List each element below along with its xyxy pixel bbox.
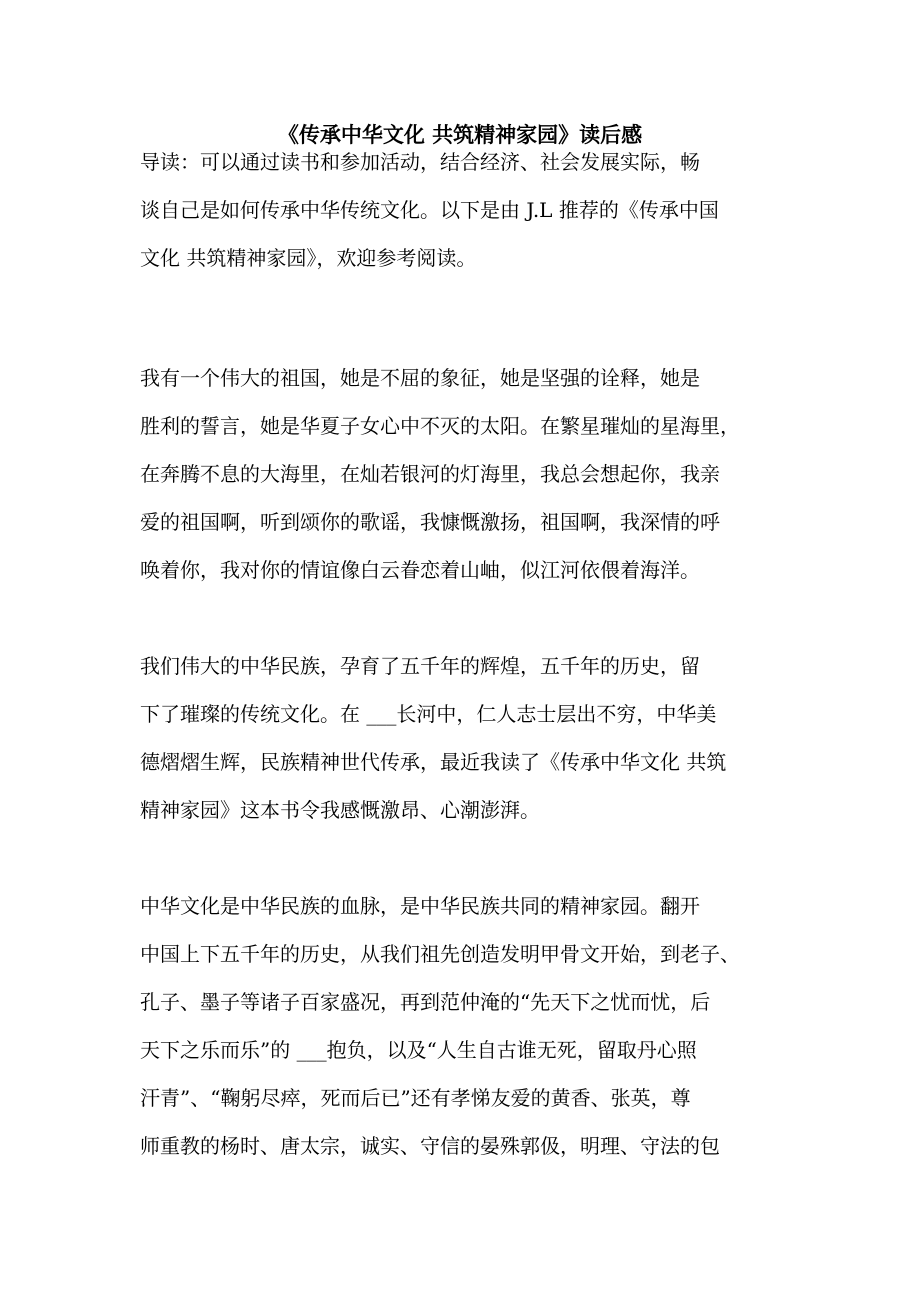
text-line: 我们伟大的中华民族，孕育了五千年的辉煌，五千年的历史，留 <box>140 654 700 678</box>
text-line: 文化 共筑精神家园》，欢迎参考阅读。 <box>140 246 477 270</box>
intro-paragraph <box>140 138 790 282</box>
text-line: 爱的祖国啊，听到颂你的歌谣，我慷慨激扬，祖国啊，我深情的呼 <box>140 510 720 534</box>
text-line: 精神家园》这本书令我感慨激昂、心潮澎湃。 <box>140 798 540 822</box>
text-line: 中国上下五千年的历史，从我们祖先创造发明甲骨文开始，到老子、 <box>140 942 740 966</box>
text-line: 胜利的誓言，她是华夏子女心中不灭的太阳。在繁星璀灿的星海里， <box>140 414 740 438</box>
body-paragraph-3 <box>140 882 790 1170</box>
text-line: 导读：可以通过读书和参加活动，结合经济、社会发展实际，畅 <box>140 150 700 174</box>
text-line: 谈自己是如何传承中华传统文化。以下是由 J.L 推荐的《传承中国 <box>140 198 719 222</box>
body-paragraph-1 <box>140 354 790 594</box>
text-line: 孔子、墨子等诸子百家盛况，再到范仲淹的“先天下之忧而忧，后 <box>140 990 711 1014</box>
body-paragraph-2 <box>140 642 790 834</box>
text-line: 汗青”、“鞠躬尽瘁，死而后已”还有孝悌友爱的黄香、张英，尊 <box>140 1086 691 1110</box>
text-line: 师重教的杨时、唐太宗，诚实、守信的晏殊郭伋，明理、守法的包 <box>140 1134 720 1158</box>
text-line: 德熠熠生辉，民族精神世代传承，最近我读了《传承中华文化 共筑 <box>140 750 727 774</box>
text-line: 唤着你，我对你的情谊像白云眷恋着山岫，似江河依偎着海洋。 <box>140 558 700 582</box>
text-line: 下了璀璨的传统文化。在 ___长河中，仁人志士层出不穷，中华美 <box>140 702 717 726</box>
text-line: 天下之乐而乐”的 ___抱负，以及“人生自古谁无死，留取丹心照 <box>140 1038 697 1062</box>
text-line: 我有一个伟大的祖国，她是不屈的象征，她是坚强的诠释，她是 <box>140 366 700 390</box>
text-line: 中华文化是中华民族的血脉，是中华民族共同的精神家园。翻开 <box>140 894 700 918</box>
text-line: 在奔腾不息的大海里，在灿若银河的灯海里，我总会想起你，我亲 <box>140 462 720 486</box>
document-title: 《传承中华文化 共筑精神家园》读后感 <box>277 122 643 147</box>
